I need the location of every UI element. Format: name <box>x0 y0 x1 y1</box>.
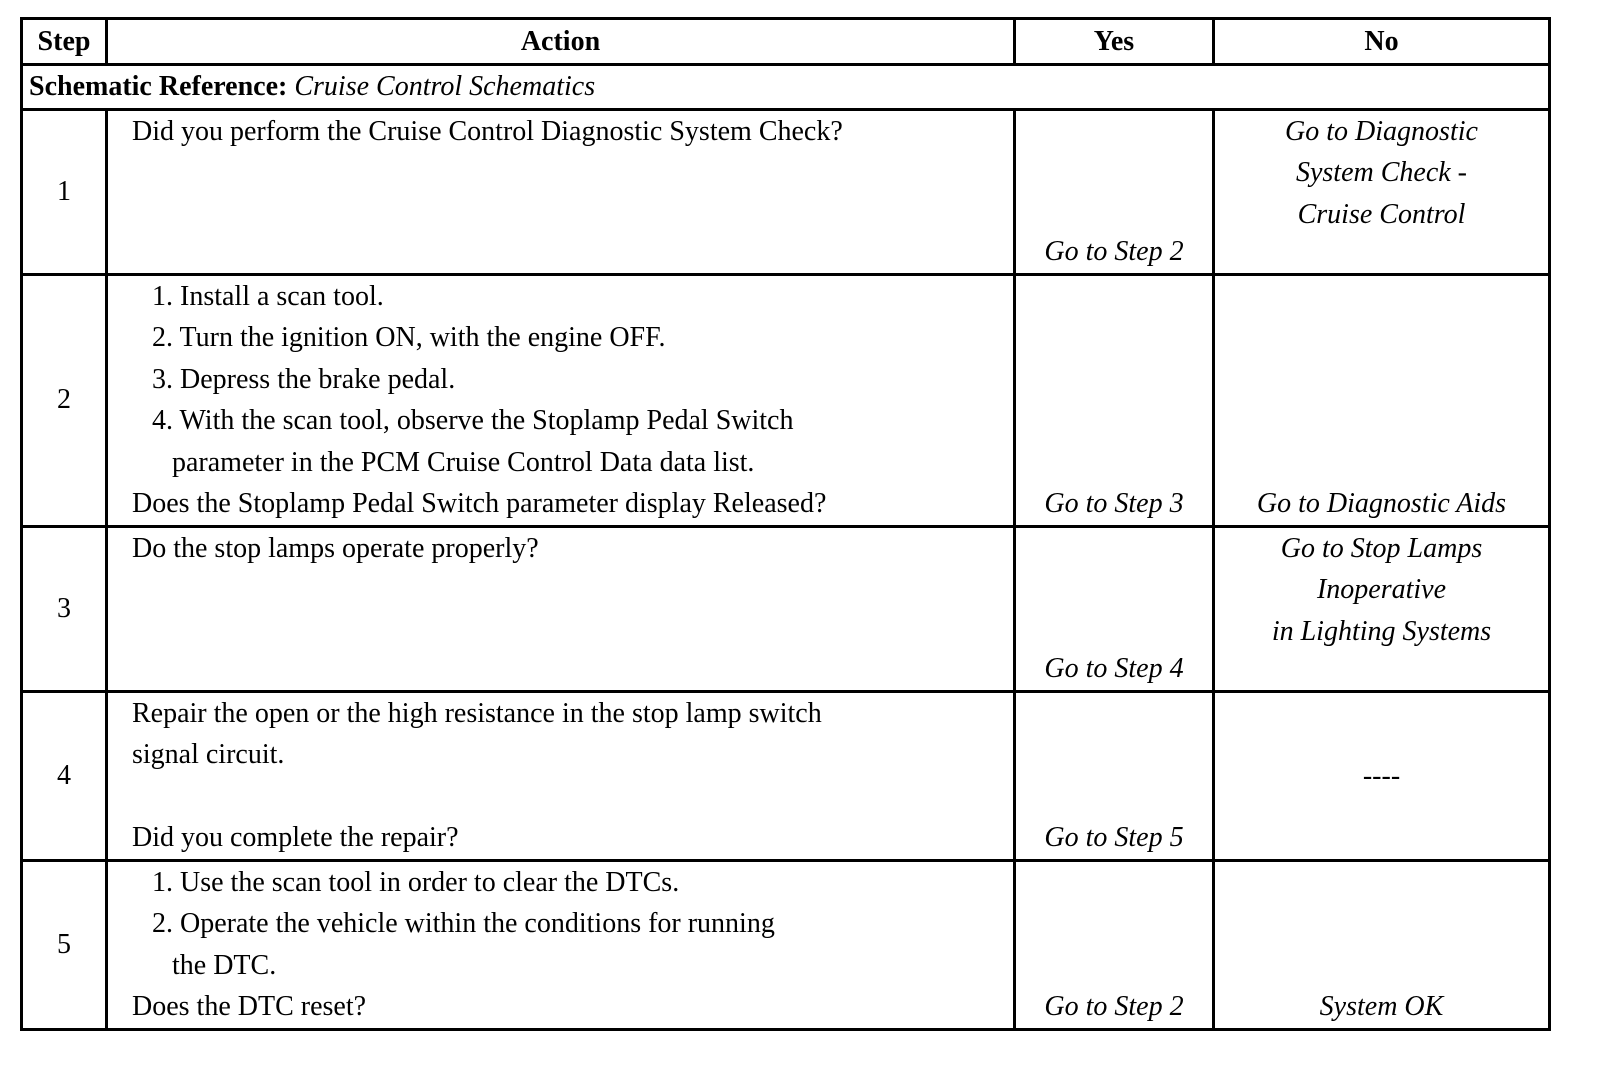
no-value: ---- <box>1362 759 1401 791</box>
yes-cell <box>1015 109 1214 274</box>
schematic-reference-cell <box>22 65 1550 110</box>
step-number: 4 <box>22 691 107 860</box>
schematic-reference-row <box>22 65 1550 110</box>
action-cell <box>107 109 1015 274</box>
no-link[interactable]: Go to Diagnostic Aids <box>1256 488 1507 519</box>
diagnostic-table <box>20 17 1551 1031</box>
action-line: signal circuit. <box>132 739 285 770</box>
step-number: 5 <box>22 860 107 1029</box>
no-cell <box>1214 860 1550 1029</box>
header-no: No <box>1214 19 1550 65</box>
action-line: Did you complete the repair? <box>132 822 459 853</box>
action-cell <box>107 274 1015 526</box>
action-line: the DTC. <box>172 949 277 981</box>
step-number: 3 <box>22 526 107 691</box>
yes-cell <box>1015 860 1214 1029</box>
action-line: 4. With the scan tool, observe the Stoplamp Pedal Switch <box>152 405 794 436</box>
table-row <box>22 109 1550 274</box>
no-cell <box>1214 691 1550 860</box>
action-line: parameter in the PCM Cruise Control Data data list. <box>172 446 755 478</box>
yes-link[interactable]: Go to Step 2 <box>1044 991 1184 1022</box>
yes-cell <box>1015 274 1214 526</box>
no-link-line[interactable]: in Lighting Systems <box>1271 615 1492 647</box>
yes-cell <box>1015 526 1214 691</box>
header-yes: Yes <box>1015 19 1214 65</box>
no-link-line[interactable]: System Check - <box>1295 157 1468 188</box>
action-line: Does the Stoplamp Pedal Switch parameter display Released? <box>132 488 827 519</box>
no-link-line[interactable]: Cruise Control <box>1297 198 1466 230</box>
table-row <box>22 691 1550 860</box>
header-row <box>22 19 1550 65</box>
header-action: Action <box>107 19 1015 65</box>
action-line: 1. Install a scan tool. <box>152 280 384 312</box>
yes-link[interactable]: Go to Step 4 <box>1044 653 1184 684</box>
yes-link[interactable]: Go to Step 5 <box>1044 822 1184 853</box>
step-number: 2 <box>22 274 107 526</box>
no-cell <box>1214 109 1550 274</box>
action-line: 3. Depress the brake pedal. <box>152 363 456 395</box>
action-line: Does the DTC reset? <box>132 991 367 1022</box>
step-number: 1 <box>22 109 107 274</box>
action-spacer <box>132 776 1005 818</box>
action-line: 2. Turn the ignition ON, with the engine OFF. <box>152 322 666 353</box>
table-row <box>22 860 1550 1029</box>
action-cell <box>107 691 1015 860</box>
action-line: Repair the open or the high resistance in the stop lamp switch <box>132 697 822 729</box>
header-step: Step <box>22 19 107 65</box>
schematic-reference-link[interactable]: Cruise Control Schematics <box>294 71 596 102</box>
action-line: Do the stop lamps operate properly? <box>132 532 539 564</box>
action-line: Did you perform the Cruise Control Diagnostic System Check? <box>132 115 843 147</box>
action-line: 1. Use the scan tool in order to clear the DTCs. <box>152 866 680 898</box>
yes-link[interactable]: Go to Step 3 <box>1044 488 1184 519</box>
no-value: System OK <box>1319 991 1444 1022</box>
yes-cell <box>1015 691 1214 860</box>
action-cell <box>107 860 1015 1029</box>
no-link-line[interactable]: Inoperative <box>1316 574 1447 605</box>
no-cell <box>1214 274 1550 526</box>
no-cell <box>1214 526 1550 691</box>
action-cell <box>107 526 1015 691</box>
action-line: 2. Operate the vehicle within the conditions for running <box>152 908 775 939</box>
yes-link[interactable]: Go to Step 2 <box>1044 236 1184 267</box>
table-row <box>22 274 1550 526</box>
schematic-reference-label: Schematic Reference: <box>29 71 288 102</box>
no-link-line[interactable]: Go to Stop Lamps <box>1280 532 1483 564</box>
no-link-line[interactable]: Go to Diagnostic <box>1285 115 1478 147</box>
table-row <box>22 526 1550 691</box>
